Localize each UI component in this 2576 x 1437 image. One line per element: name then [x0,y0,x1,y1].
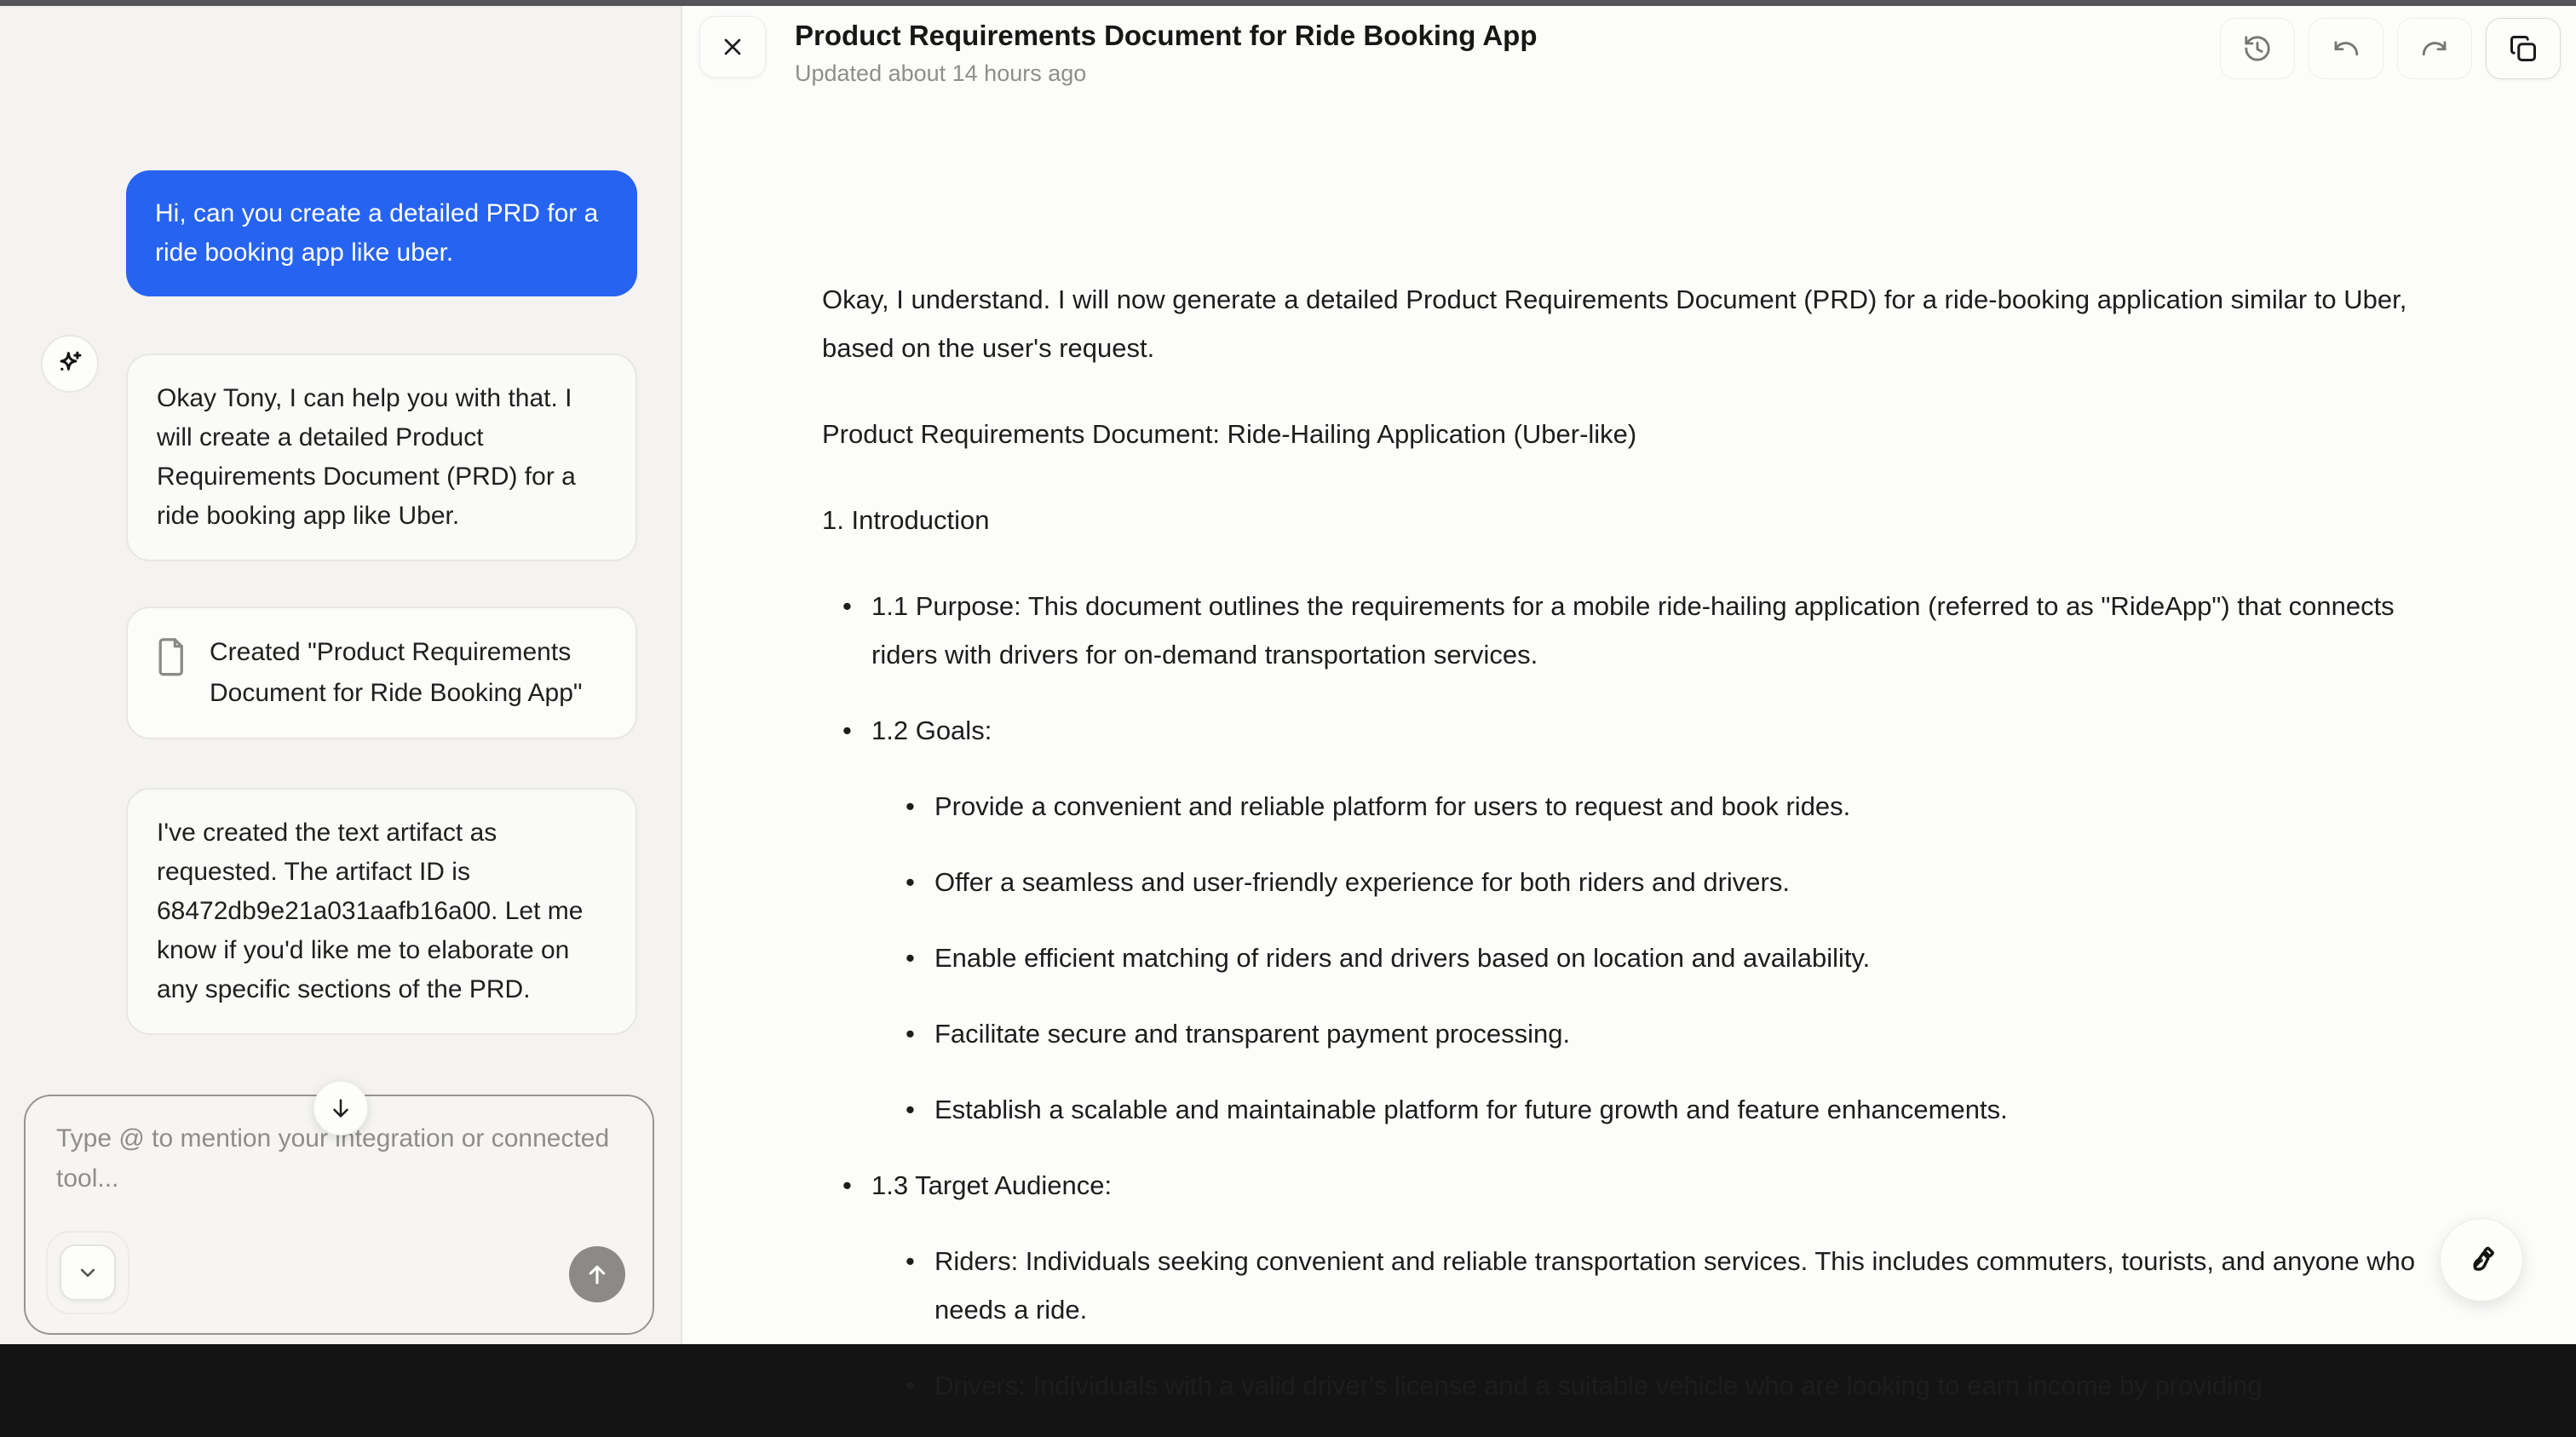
doc-subbullet: • Riders: Individuals seeking convenient and reliable transportation services. This includes commuters, tourists, and anyone who needs a ride. [899,1237,2424,1334]
doc-subbullet: • Establish a scalable and maintainable platform for future growth and feature enhancements. [899,1085,2424,1134]
doc-subbullet: • Provide a convenient and reliable platform for users to request and book rides. [899,782,2424,831]
undo-icon [2331,33,2361,64]
doc-bullet-text: 1.2 Goals: [871,716,992,745]
close-icon [719,33,746,60]
doc-list [836,582,2424,1410]
doc-sublist [899,1237,2424,1410]
redo-icon [2419,33,2450,64]
redo-button[interactable] [2397,18,2472,79]
version-history-button[interactable] [2220,18,2295,79]
doc-subbullet: • Drivers: Individuals with a valid driver's license and a suitable vehicle who are looking to earn income by providing [899,1361,2424,1410]
artifact-created-card[interactable] [126,606,637,739]
edit-artifact-button[interactable] [2440,1218,2523,1302]
assistant-message-text: I've created the text artifact as requested. The artifact ID is 68472db9e21a031aafb16a00. Let me know if you'd like me to elaborate on any specific sections of the PRD. [157,819,584,1003]
document-icon [153,635,189,714]
sparkles-icon [54,348,86,380]
arrow-down-icon [328,1095,354,1121]
scroll-to-bottom-button[interactable] [313,1081,368,1135]
copy-icon [2508,33,2539,64]
doc-sublist [899,782,2424,1134]
doc-bullet-text: 1.3 Target Audience: [871,1170,1113,1200]
window-top-edge [0,0,2576,6]
edit-pen-icon [2464,1242,2499,1278]
artifact-card-label: Created "Product Requirements Document for Ride Booking App" [210,638,583,707]
assistant-avatar [41,335,99,393]
doc-subbullet: • Enable efficient matching of riders and drivers based on location and availability. [899,934,2424,982]
artifact-actions [2220,18,2561,79]
arrow-up-icon [584,1261,611,1288]
doc-bullet-text: 1.1 Purpose: This document outlines the requirements for a mobile ride-hailing application (referred to as "RideApp") that connects riders with drivers for on-demand transportation services. [871,591,2395,670]
chevron-down-icon [75,1260,101,1285]
doc-bullet [836,1161,2424,1410]
doc-subbullet: • Facilitate secure and transparent payment processing. [899,1009,2424,1058]
assistant-message-bubble [126,354,637,561]
assistant-message-bubble [126,788,637,1035]
tools-button-ring [46,1231,129,1314]
doc-paragraph: Product Requirements Document: Ride-Hailing Application (Uber-like) [822,419,1637,449]
undo-button[interactable] [2309,18,2383,79]
doc-subbullet: • Offer a seamless and user-friendly experience for both riders and drivers. [899,858,2424,906]
assistant-message-text: Okay Tony, I can help you with that. I will create a detailed Product Requirements Document (PRD) for a ride booking app like Uber. [157,384,576,530]
doc-bullet [836,582,2424,679]
doc-paragraph: Okay, I understand. I will now generate a detailed Product Requirements Document (PRD) for a ride-booking application similar to Uber, based on the user's request. [822,285,2407,363]
app-window [0,6,2576,1400]
artifact-updated-timestamp: Updated about 14 hours ago [795,60,1087,86]
doc-bullet [836,706,2424,1134]
chat-panel [0,6,681,1344]
tools-menu-button[interactable] [60,1244,116,1301]
user-message-text: Hi, can you create a detailed PRD for a ride booking app like uber. [155,199,599,267]
history-icon [2242,33,2273,64]
artifact-title: Product Requirements Document for Ride Booking App [795,20,1538,51]
user-message-bubble [126,170,637,296]
close-artifact-button[interactable] [699,16,766,78]
send-button[interactable] [569,1246,625,1302]
copy-button[interactable] [2486,18,2561,79]
document-content [822,275,2424,1437]
artifact-panel [682,6,2576,1400]
doc-paragraph: 1. Introduction [822,505,990,535]
